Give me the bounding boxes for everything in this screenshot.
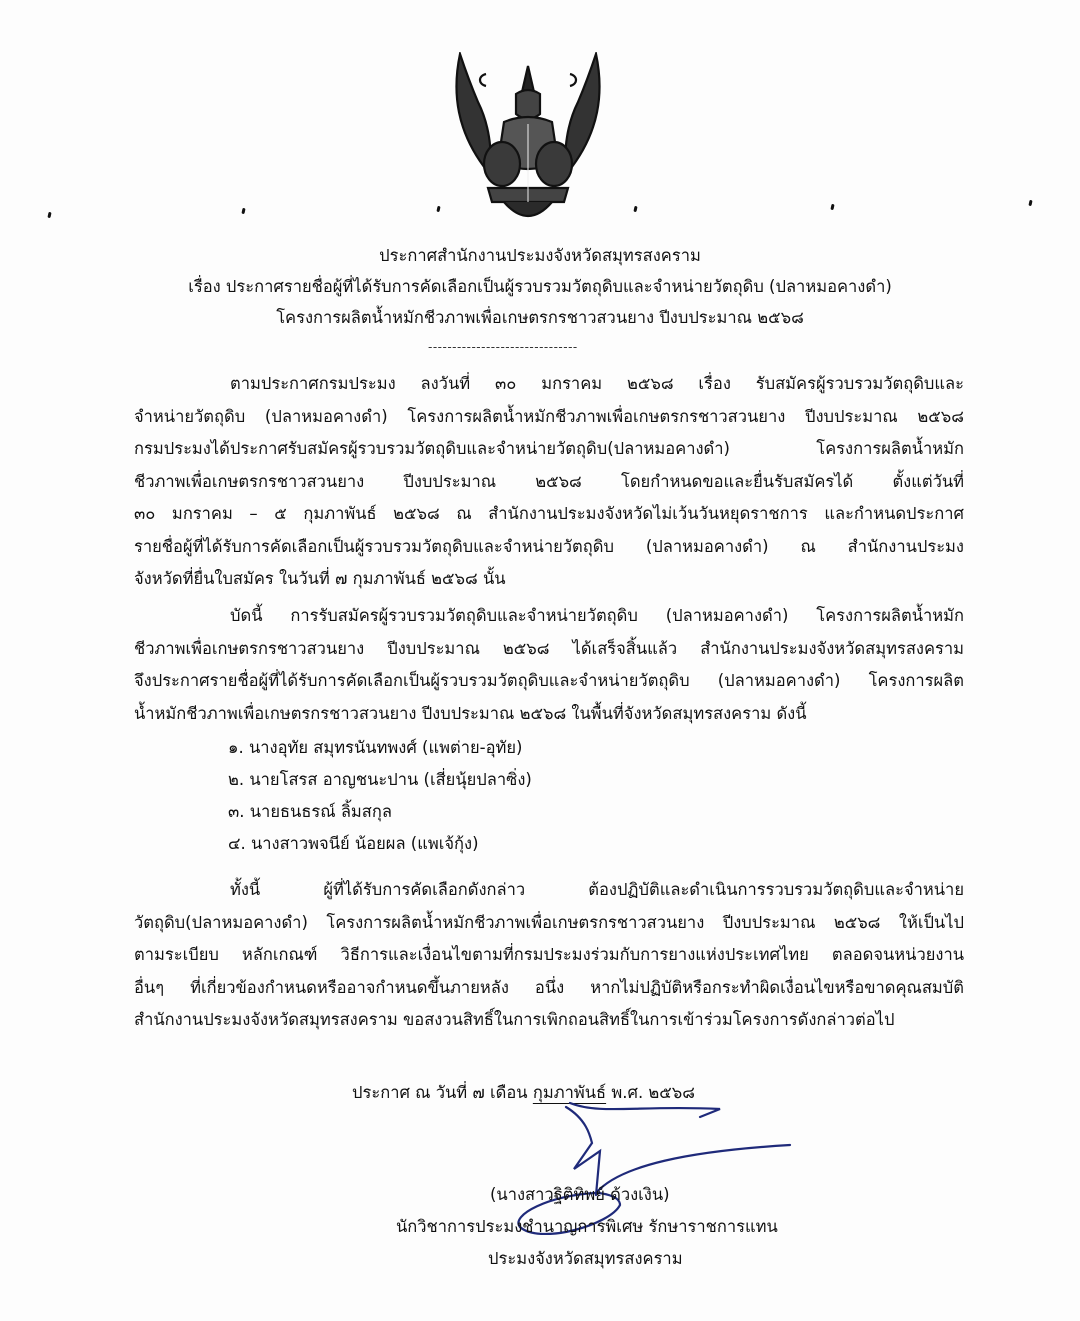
paragraph-line: ทั้งนี้ ผู้ที่ได้รับการคัดเลือกดังกล่าว ต้องปฏิบัติและดำเนินการรวบรวมวัตถุดิบและจำหน่าย [230, 880, 964, 899]
paragraph-line: บัดนี้ การรับสมัครผู้รวบรวมวัตถุดิบและจำหน่ายวัตถุดิบ (ปลาหมอคางดำ) โครงการผลิตน้ำหมัก [230, 606, 964, 625]
header-issuer: ประกาศสำนักงานประมงจังหวัดสมุทรสงคราม [379, 246, 701, 265]
signer-name: (นางสาวฐิติทิพย์ ด้วงเงิน) [490, 1185, 670, 1204]
dot [436, 206, 440, 212]
handwritten-signature-icon [490, 1085, 810, 1235]
paragraph-line: ๓๐ มกราคม – ๕ กุมภาพันธ์ ๒๕๖๘ ณ สำนักงานประมงจังหวัดไม่เว้นวันหยุดราชการ และกำหนดประกาศ [134, 504, 964, 523]
signer-organization: ประมงจังหวัดสมุทรสงคราม [488, 1249, 683, 1268]
date-year: พ.ศ. ๒๕๖๘ [611, 1083, 695, 1102]
dot [830, 204, 834, 210]
announcement-date [352, 1080, 695, 1106]
date-month: กุมภาพันธ์ [532, 1083, 607, 1102]
paragraph-line: ชีวภาพเพื่อเกษตรกรชาวสวนยาง ปีงบประมาณ ๒๕๖๘ โดยกำหนดขอและยื่นรับสมัครได้ ตั้งแต่วันที่ [134, 471, 964, 491]
dot [1028, 200, 1032, 206]
paragraph-line: วัตถุดิบ(ปลาหมอคางดำ) โครงการผลิตน้ำหมักชีวภาพเพื่อเกษตรกรชาวสวนยาง ปีงบประมาณ ๒๕๖๘ ให้เป็นไป [134, 912, 964, 932]
dot [47, 212, 51, 218]
paragraph-line: สำนักงานประมงจังหวัดสมุทรสงคราม ขอสงวนสิทธิ์ในการเพิกถอนสิทธิ์ในการเข้าร่วมโครงการดังกล่าวต่อไป [134, 1010, 895, 1029]
list-item: ๑. นางอุทัย สมุทรนันทพงศ์ (แพต่าย-อุทัย) [228, 738, 523, 757]
announcement-header [0, 240, 1080, 333]
paragraph-line: จึงประกาศรายชื่อผู้ที่ได้รับการคัดเลือกเป็นผู้รวบรวมวัตถุดิบและจำหน่ายวัตถุดิบ (ปลาหมอคางดำ) โครงการผลิต [134, 671, 964, 690]
dot [241, 208, 245, 214]
header-subject: เรื่อง ประกาศรายชื่อผู้ที่ได้รับการคัดเลือกเป็นผู้รวบรวมวัตถุดิบและจำหน่ายวัตถุดิบ (ปลาหมอคางดำ) [188, 277, 892, 296]
selected-list [228, 732, 532, 860]
paragraph-conditions [134, 874, 964, 1037]
paragraph-line: รายชื่อผู้ที่ได้รับการคัดเลือกเป็นผู้รวบรวมวัตถุดิบและจำหน่ายวัตถุดิบ (ปลาหมอคางดำ) ณ สำนักงานประมง [134, 536, 964, 556]
paragraph-line: จังหวัดที่ยื่นใบสมัคร ในวันที่ ๗ กุมภาพันธ์ ๒๕๖๘ นั้น [134, 569, 506, 588]
header-project: โครงการผลิตน้ำหมักชีวภาพเพื่อเกษตรกรชาวสวนยาง ปีงบประมาณ ๒๕๖๘ [276, 308, 804, 327]
list-item: ๒. นายโสรส อาญชนะปาน (เสี่ยนุ้ยปลาซิ่ง) [228, 770, 532, 789]
paragraph-line: ตามประกาศกรมประมง ลงวันที่ ๓๐ มกราคม ๒๕๖๘ เรื่อง รับสมัครผู้รวบรวมวัตถุดิบและ [230, 374, 964, 393]
paragraph-line: ชีวภาพเพื่อเกษตรกรชาวสวนยาง ปีงบประมาณ ๒๕๖๘ ได้เสร็จสิ้นแล้ว สำนักงานประมงจังหวัดสมุทรสงคราม [134, 638, 964, 658]
list-item: ๓. นายธนธรณ์ ลิ้มสกุล [228, 802, 392, 821]
date-prefix: ประกาศ ณ วันที่ ๗ เดือน [352, 1083, 528, 1102]
paragraph-line: น้ำหมักชีวภาพเพื่อเกษตรกรชาวสวนยาง ปีงบประมาณ ๒๕๖๘ ในพื้นที่จังหวัดสมุทรสงคราม ดังนี้ [134, 703, 807, 723]
paragraph-announcement [134, 600, 964, 730]
paragraph-line: จำหน่ายวัตถุดิบ (ปลาหมอคางดำ) โครงการผลิตน้ำหมักชีวภาพเพื่อเกษตรกรชาวสวนยาง ปีงบประมาณ ๒๕๖๘ [134, 406, 964, 426]
list-item: ๔. นางสาวพจนีย์ น้อยผล (แพเจ้กุ้ง) [228, 834, 479, 853]
dot [633, 206, 637, 212]
paragraph-line: ตามระเบียบ หลักเกณฑ์ วิธีการและเงื่อนไขตามที่กรมประมงร่วมกับการยางแห่งประเทศไทย ตลอดจนหน่วยงาน [134, 945, 964, 964]
signer-position: นักวิชาการประมงชำนาญการพิเศษ รักษาราชการแทน [396, 1217, 778, 1236]
header-separator: ------------------------------- [428, 340, 578, 354]
garuda-emblem-icon [448, 52, 608, 230]
paragraph-background [134, 368, 964, 596]
paragraph-line: กรมประมงได้ประกาศรับสมัครผู้รวบรวมวัตถุดิบและจำหน่ายวัตถุดิบ(ปลาหมอคางดำ) โครงการผลิตน้ำหมัก [134, 439, 964, 458]
paragraph-line: อื่นๆ ที่เกี่ยวข้องกำหนดหรืออาจกำหนดขึ้นภายหลัง อนึ่ง หากไม่ปฏิบัติหรือกระทำผิดเงื่อนไขหรือขาดคุณสมบัติ [134, 977, 964, 997]
